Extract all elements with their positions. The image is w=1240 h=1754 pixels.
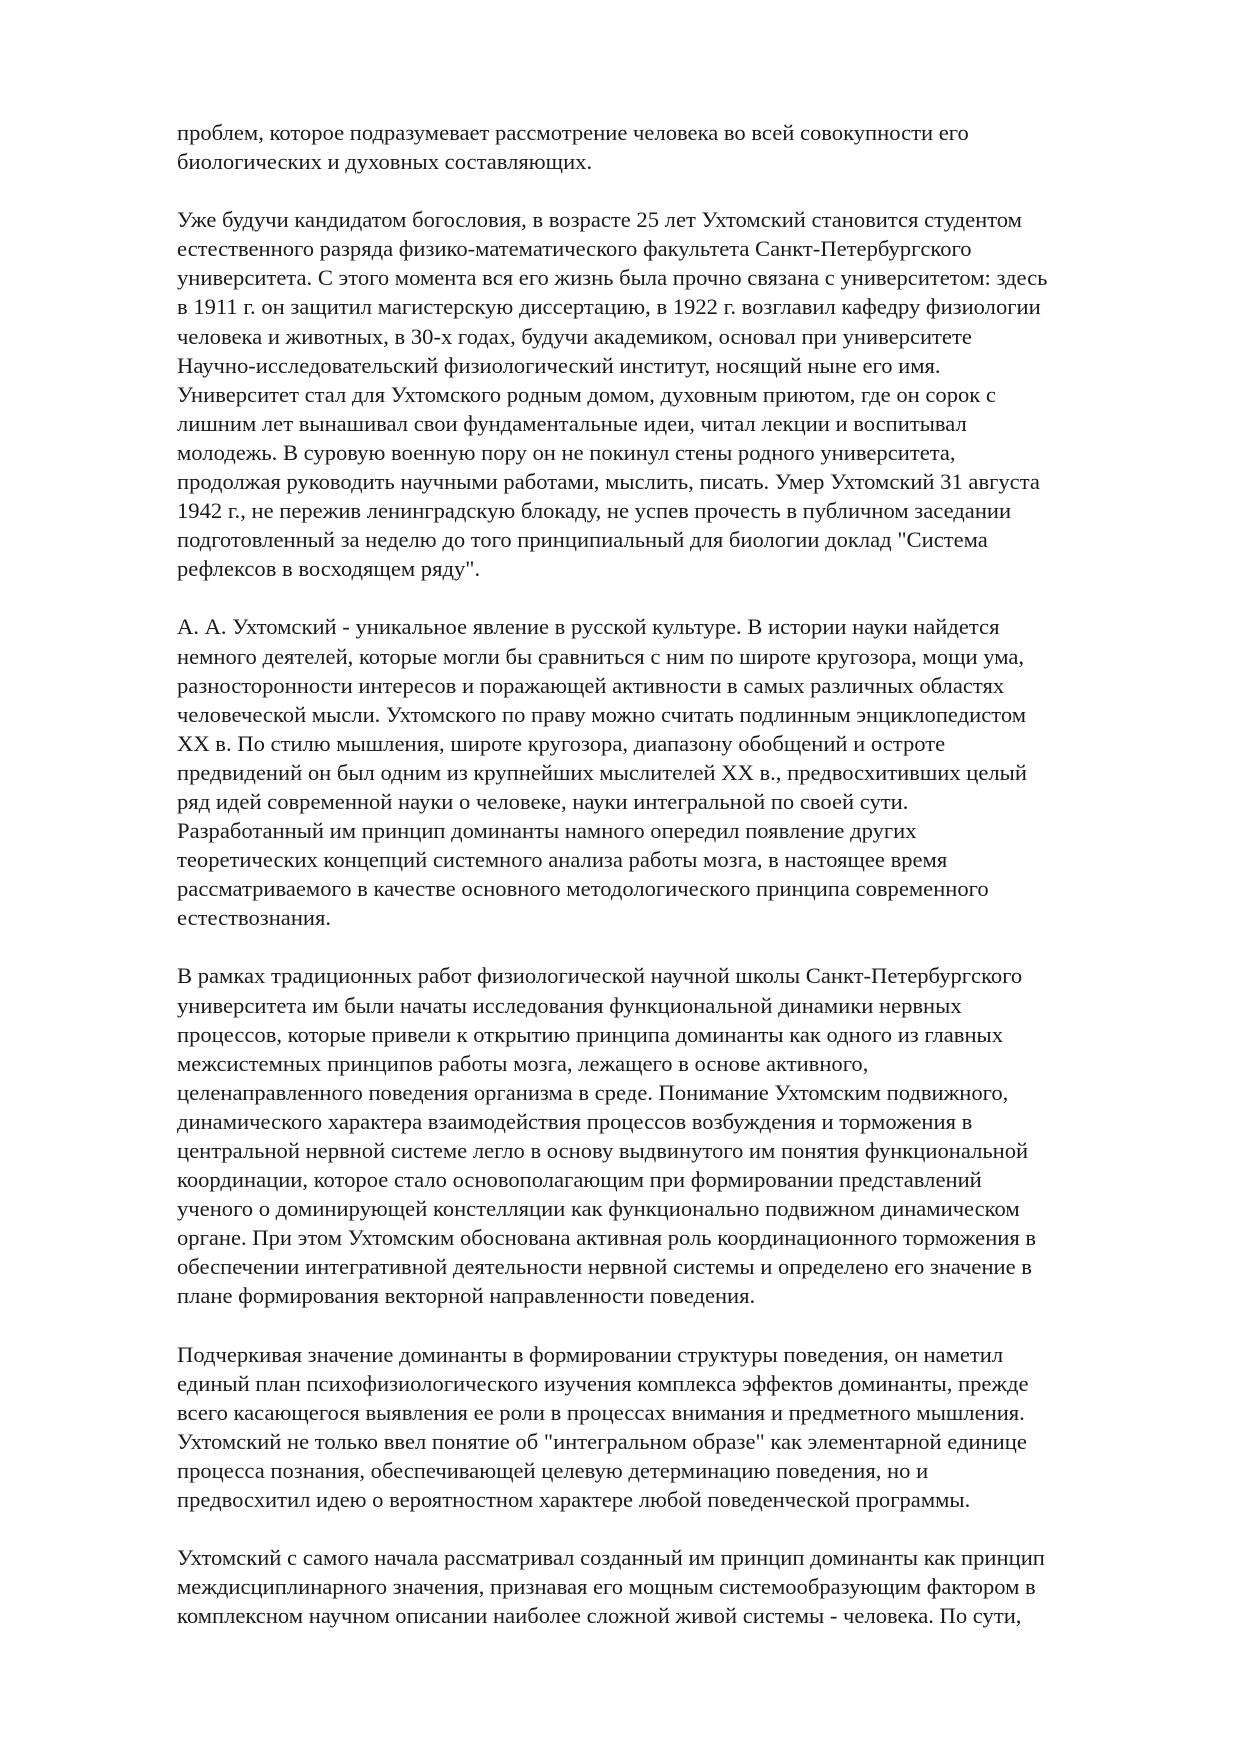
text-line: молодежь. В суровую военную пору он не покинул стены родного университета,	[177, 439, 956, 465]
text-line: университета. С этого момента вся его жизнь была прочно связана с университетом: здесь	[177, 265, 1048, 291]
text-line: предвосхитил идею о вероятностном характере любой поведенческой программы.	[177, 1487, 971, 1513]
text-line: междисциплинарного значения, признавая его мощным системообразующим фактором в	[177, 1574, 1036, 1600]
text-line: единый план психофизиологического изучения комплекса эффектов доминанты, прежде	[177, 1370, 1029, 1396]
text-line: Университет стал для Ухтомского родным домом, духовным приютом, где он сорок с	[177, 381, 996, 407]
paragraph	[177, 612, 1157, 932]
text-line: 1942 г., не пережив ленинградскую блокаду, не успев прочесть в публичном заседании	[177, 498, 1012, 524]
text-line: Подчеркивая значение доминанты в формировании структуры поведения, он наметил	[177, 1341, 1004, 1367]
text-line: процессов, которые привели к открытию принципа доминанты как одного из главных	[177, 1021, 1004, 1047]
text-line: продолжая руководить научными работами, мыслить, писать. Умер Ухтомский 31 августа	[177, 469, 1040, 495]
text-line: предвидений он был одним из крупнейших мыслителей XX в., предвосхитивших целый	[177, 759, 1027, 785]
text-line: А. А. Ухтомский - уникальное явление в русской культуре. В истории науки найдется	[177, 614, 1000, 640]
text-line: В рамках традиционных работ физиологической научной школы Санкт-Петербургского	[177, 963, 1023, 989]
text-line: Разработанный им принцип доминанты намного опередил появление других	[177, 818, 917, 844]
text-line: комплексном научном описании наиболее сложной живой системы - человека. По сути,	[177, 1603, 1022, 1629]
paragraph	[177, 1543, 1157, 1630]
text-line: подготовленный за неделю до того принципиальный для биологии доклад "Система	[177, 527, 988, 553]
text-line: Ухтомский не только ввел понятие об "интегральном образе" как элементарной единице	[177, 1428, 1027, 1454]
document-body	[177, 118, 1157, 1659]
text-line: Научно-исследовательский физиологический институт, носящий ныне его имя.	[177, 352, 941, 378]
text-line: рефлексов в восходящем ряду".	[177, 556, 481, 582]
text-line: в 1911 г. он защитил магистерскую диссертацию, в 1922 г. возглавил кафедру физиологии	[177, 294, 1041, 320]
text-line: ряд идей современной науки о человеке, науки интегральной по своей сути.	[177, 788, 909, 814]
text-line: рассматриваемого в качестве основного методологического принципа современного	[177, 876, 989, 902]
text-line: межсистемных принципов работы мозга, лежащего в основе активного,	[177, 1050, 869, 1076]
text-line: целенаправленного поведения организма в среде. Понимание Ухтомским подвижного,	[177, 1079, 1009, 1105]
text-line: координации, которое стало основополагающим при формировании представлений	[177, 1167, 982, 1193]
text-line: проблем, которое подразумевает рассмотрение человека во всей совокупности его	[177, 120, 969, 145]
text-line: естественного разряда физико-математического факультета Санкт-Петербургского	[177, 236, 972, 262]
text-line: ученого о доминирующей констелляции как функционально подвижном динамическом	[177, 1196, 1020, 1222]
text-line: человека и животных, в 30-х годах, будучи академиком, основал при университете	[177, 323, 972, 349]
paragraph	[177, 1340, 1157, 1515]
text-line: динамического характера взаимодействия процессов возбуждения и торможения в	[177, 1108, 973, 1134]
text-line: центральной нервной системе легло в основу выдвинутого им понятия функциональной	[177, 1138, 1029, 1163]
paragraph	[177, 205, 1157, 583]
text-line: лишним лет вынашивал свои фундаментальные идеи, читал лекции и воспитывал	[177, 410, 967, 436]
text-line: теоретических концепций системного анализа работы мозга, в настоящее время	[177, 847, 948, 873]
text-line: человеческой мысли. Ухтомского по праву можно считать подлинным энциклопедистом	[177, 701, 1027, 727]
text-line: университета им были начаты исследования функциональной динамики нервных	[177, 992, 962, 1018]
text-line: биологических и духовных составляющих.	[177, 149, 593, 175]
text-line: процесса познания, обеспечивающей целевую детерминацию поведения, но и	[177, 1457, 929, 1483]
text-line: немного деятелей, которые могли бы сравниться с ним по широте кругозора, мощи ума,	[177, 643, 1025, 669]
text-line: обеспечении интегративной деятельности нервной системы и определено его значение в	[177, 1254, 1032, 1280]
paragraph	[177, 118, 1157, 176]
text-line: разносторонности интересов и поражающей активности в самых различных областях	[177, 672, 1005, 698]
text-line: Уже будучи кандидатом богословия, в возрасте 25 лет Ухтомский становится студентом	[177, 207, 1022, 233]
paragraph	[177, 961, 1157, 1310]
text-line: всего касающегося выявления ее роли в процессах внимания и предметного мышления.	[177, 1399, 1025, 1425]
text-line: плане формирования векторной направленности поведения.	[177, 1283, 756, 1309]
text-line: XX в. По стилю мышления, широте кругозора, диапазону обобщений и остроте	[177, 730, 946, 756]
text-line: Ухтомский с самого начала рассматривал созданный им принцип доминанты как принцип	[177, 1545, 1045, 1571]
text-line: органе. При этом Ухтомским обоснована активная роль координационного торможения в	[177, 1225, 1037, 1251]
text-line: естествознания.	[177, 905, 332, 931]
